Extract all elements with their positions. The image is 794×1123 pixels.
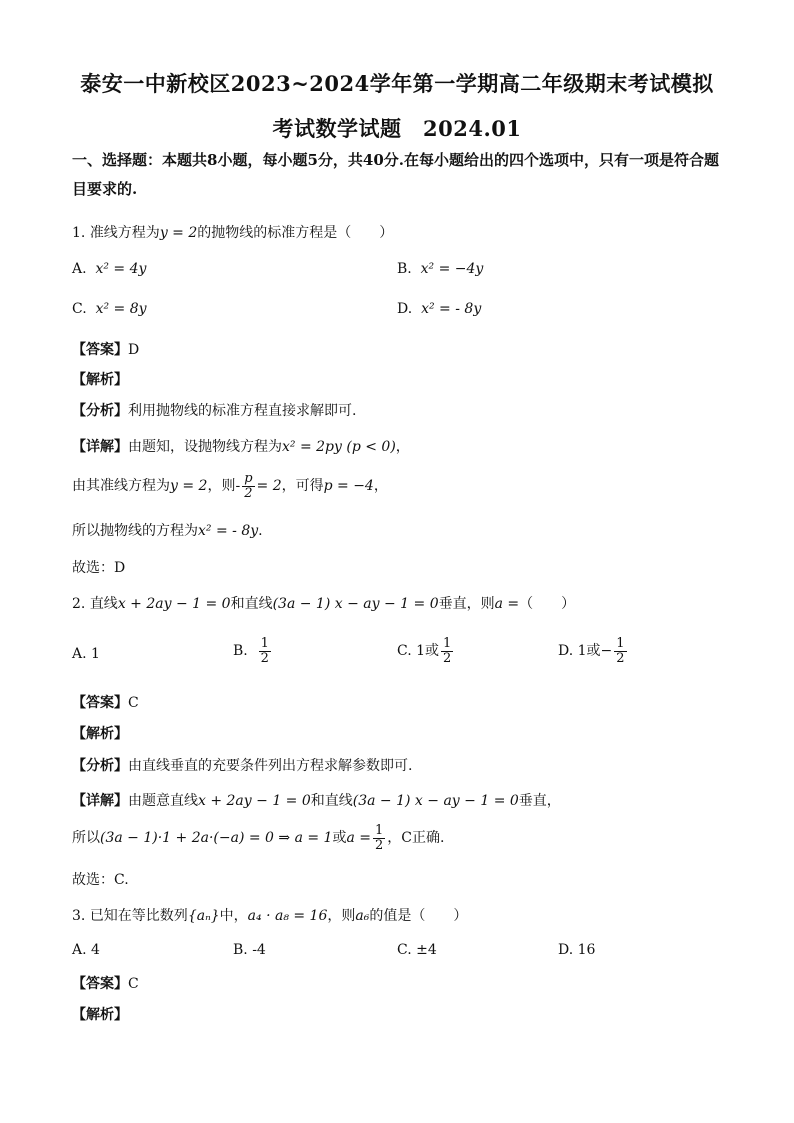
question-2-option-c: C. 1或 $\frac{1}{2}$ (397, 636, 452, 666)
question-2-fenxi: 【分析】由直线垂直的充要条件列出方程求解参数即可. (72, 758, 413, 774)
question-1-option-c: C. x² = 8y (72, 301, 147, 317)
question-1-option-d: D. x² = - 8y (397, 301, 482, 317)
question-3-option-a: A. 4 (72, 942, 100, 958)
question-3-stem: 3. 已知在等比数列{aₙ}中，a₄ · a₈ = 16，则a₆的值是（ ） (72, 908, 468, 924)
question-2-solution-line-2: 所以(3a − 1)·1 + 2a·(−a) = 0 ⇒ a = 1或a = $\frac{1}{2}$ ，C正确. (72, 823, 445, 853)
page-subtitle: 考试数学试题 2024.01 (272, 116, 522, 141)
question-3-option-c: C. ±4 (397, 942, 437, 958)
section-heading: 一、选择题：本题共8小题，每小题5分，共40分.在每小题给出的四个选项中，只有一项是符合题目要求的. (72, 151, 719, 198)
question-1-option-b: B. x² = −4y (397, 261, 484, 277)
question-2-option-b: B. $\frac{1}{2}$ (233, 636, 269, 666)
question-2-option-a: A. 1 (72, 646, 100, 662)
question-3-analysis-tag: 【解析】 (72, 1007, 128, 1023)
question-2-choose: 故选：C. (72, 872, 129, 888)
page-title: 泰安一中新校区2023~2024学年第一学期高二年级期末考试模拟 (80, 71, 714, 96)
question-2-analysis-tag: 【解析】 (72, 726, 128, 742)
fraction: $\frac{1}{2}$ (443, 636, 452, 666)
fraction: $\frac{1}{2}$ (260, 636, 269, 666)
fraction: $\frac{1}{2}$ (616, 636, 625, 666)
question-3-option-d: D. 16 (558, 942, 596, 958)
question-3-answer: 【答案】C (72, 976, 139, 992)
question-1-solution-line-2: 由其准线方程为y = 2，则- $\frac{p}{2}$ = 2，可得p = −4， (72, 471, 388, 501)
question-1-answer: 【答案】D (72, 342, 140, 358)
question-2-xiangjie: 【详解】由题意直线x + 2ay − 1 = 0和直线(3a − 1) x − ay − 1 = 0垂直， (72, 793, 561, 809)
question-3-option-b: B. -4 (233, 942, 266, 958)
question-1-xiangjie: 【详解】由题知，设抛物线方程为x² = 2py (p < 0)， (72, 439, 410, 455)
question-2-option-d: D. 1或− $\frac{1}{2}$ (558, 636, 625, 666)
question-1-choose: 故选：D (72, 560, 126, 576)
question-1-stem: 1. 准线方程为y = 2的抛物线的标准方程是（ ） (72, 225, 394, 241)
question-2-answer: 【答案】C (72, 695, 139, 711)
fraction: $\frac{p}{2}$ (244, 471, 253, 501)
question-1-solution-line-3: 所以抛物线的方程为x² = - 8y. (72, 523, 263, 539)
question-1-analysis-tag: 【解析】 (72, 372, 128, 388)
fraction: $\frac{1}{2}$ (375, 823, 384, 853)
question-1-option-a: A. x² = 4y (72, 261, 147, 277)
question-2-stem: 2. 直线x + 2ay − 1 = 0和直线(3a − 1) x − ay − 1 = 0垂直，则a =（ ） (72, 596, 576, 612)
question-1-fenxi: 【分析】利用抛物线的标准方程直接求解即可. (72, 403, 357, 419)
